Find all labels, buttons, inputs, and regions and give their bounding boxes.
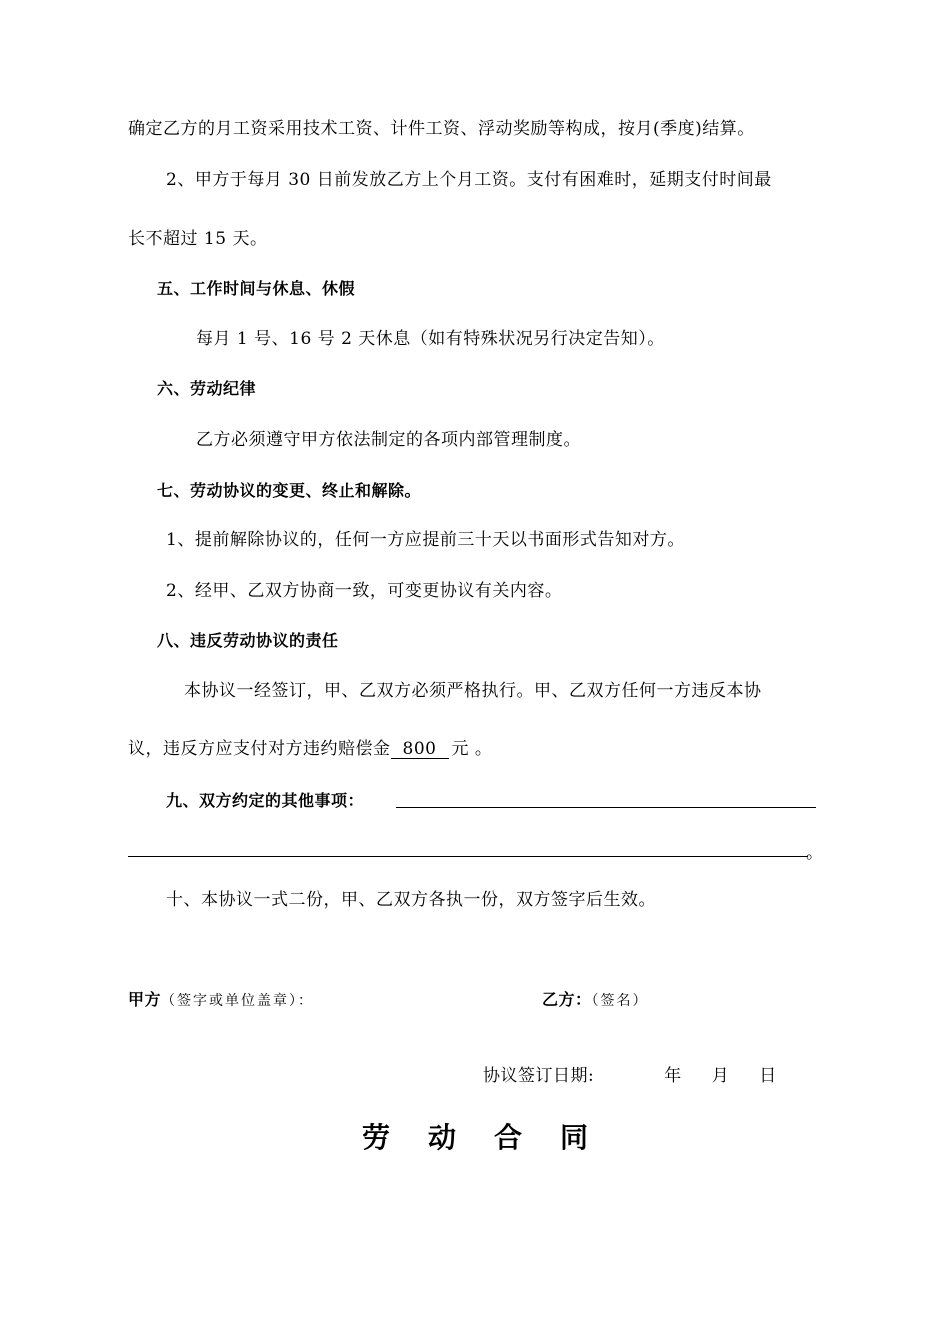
- party-b-label: 乙方：: [542, 990, 592, 1009]
- section-8-heading: 八、违反劳动协议的责任: [157, 631, 339, 650]
- wage-structure-text: 确定乙方的月工资采用技术工资、计件工资、浮动奖励等构成，按月(季度)结算。: [128, 119, 755, 139]
- party-b-hint: （签名）: [591, 993, 649, 1009]
- party-a-hint: （签字或单位盖章）：: [161, 993, 315, 1009]
- penalty-text-suffix: 元 。: [451, 739, 493, 759]
- document-title: 劳动合同: [361, 1121, 626, 1154]
- signing-date-row: [483, 1065, 777, 1087]
- party-a-signature: [128, 989, 314, 1012]
- signing-date-label: 协议签订日期:: [483, 1066, 595, 1086]
- payment-date-text-line1: 2、甲方于每月 30 日前发放乙方上个月工资。支付有困难时，延期支付时间最: [166, 170, 772, 190]
- signing-date-year: 年: [664, 1066, 682, 1086]
- section-7-item-1: 1、提前解除协议的，任何一方应提前三十天以书面形式告知对方。: [166, 530, 685, 550]
- section-10-body: 十、本协议一式二份，甲、乙双方各执一份，双方签字后生效。: [166, 890, 656, 910]
- section-6-heading: 六、劳动纪律: [157, 379, 257, 398]
- party-b-signature: [542, 989, 649, 1012]
- signing-date-month: 月: [711, 1066, 730, 1086]
- section-5-body: 每月 1 号、16 号 2 天休息（如有特殊状况另行决定告知）。: [196, 329, 665, 349]
- section-6-body: 乙方必须遵守甲方依法制定的各项内部管理制度。: [196, 430, 581, 450]
- section-8-body-line2: [128, 738, 492, 760]
- signing-date-day: 日: [759, 1066, 777, 1086]
- penalty-text-prefix: 议，违反方应支付对方违约赔偿金: [128, 739, 391, 759]
- section-9-heading: 九、双方约定的其他事项：: [166, 791, 365, 810]
- party-a-label: 甲方: [128, 990, 162, 1009]
- section-8-body-line1: 本协议一经签订，甲、乙双方必须严格执行。甲、乙双方任何一方违反本协: [184, 681, 762, 701]
- section-9-blank-line-2: [128, 856, 808, 857]
- section-7-item-2: 2、经甲、乙双方协商一致，可变更协议有关内容。: [166, 581, 563, 601]
- section-9-end-mark: 。: [806, 843, 824, 863]
- penalty-amount-field: 800: [391, 740, 449, 759]
- section-9-blank-line-1: [396, 807, 816, 808]
- section-5-heading: 五、工作时间与休息、休假: [157, 279, 356, 298]
- payment-date-text-line2: 长不超过 15 天。: [128, 229, 268, 249]
- section-7-heading: 七、劳动协议的变更、终止和解除。: [157, 481, 422, 500]
